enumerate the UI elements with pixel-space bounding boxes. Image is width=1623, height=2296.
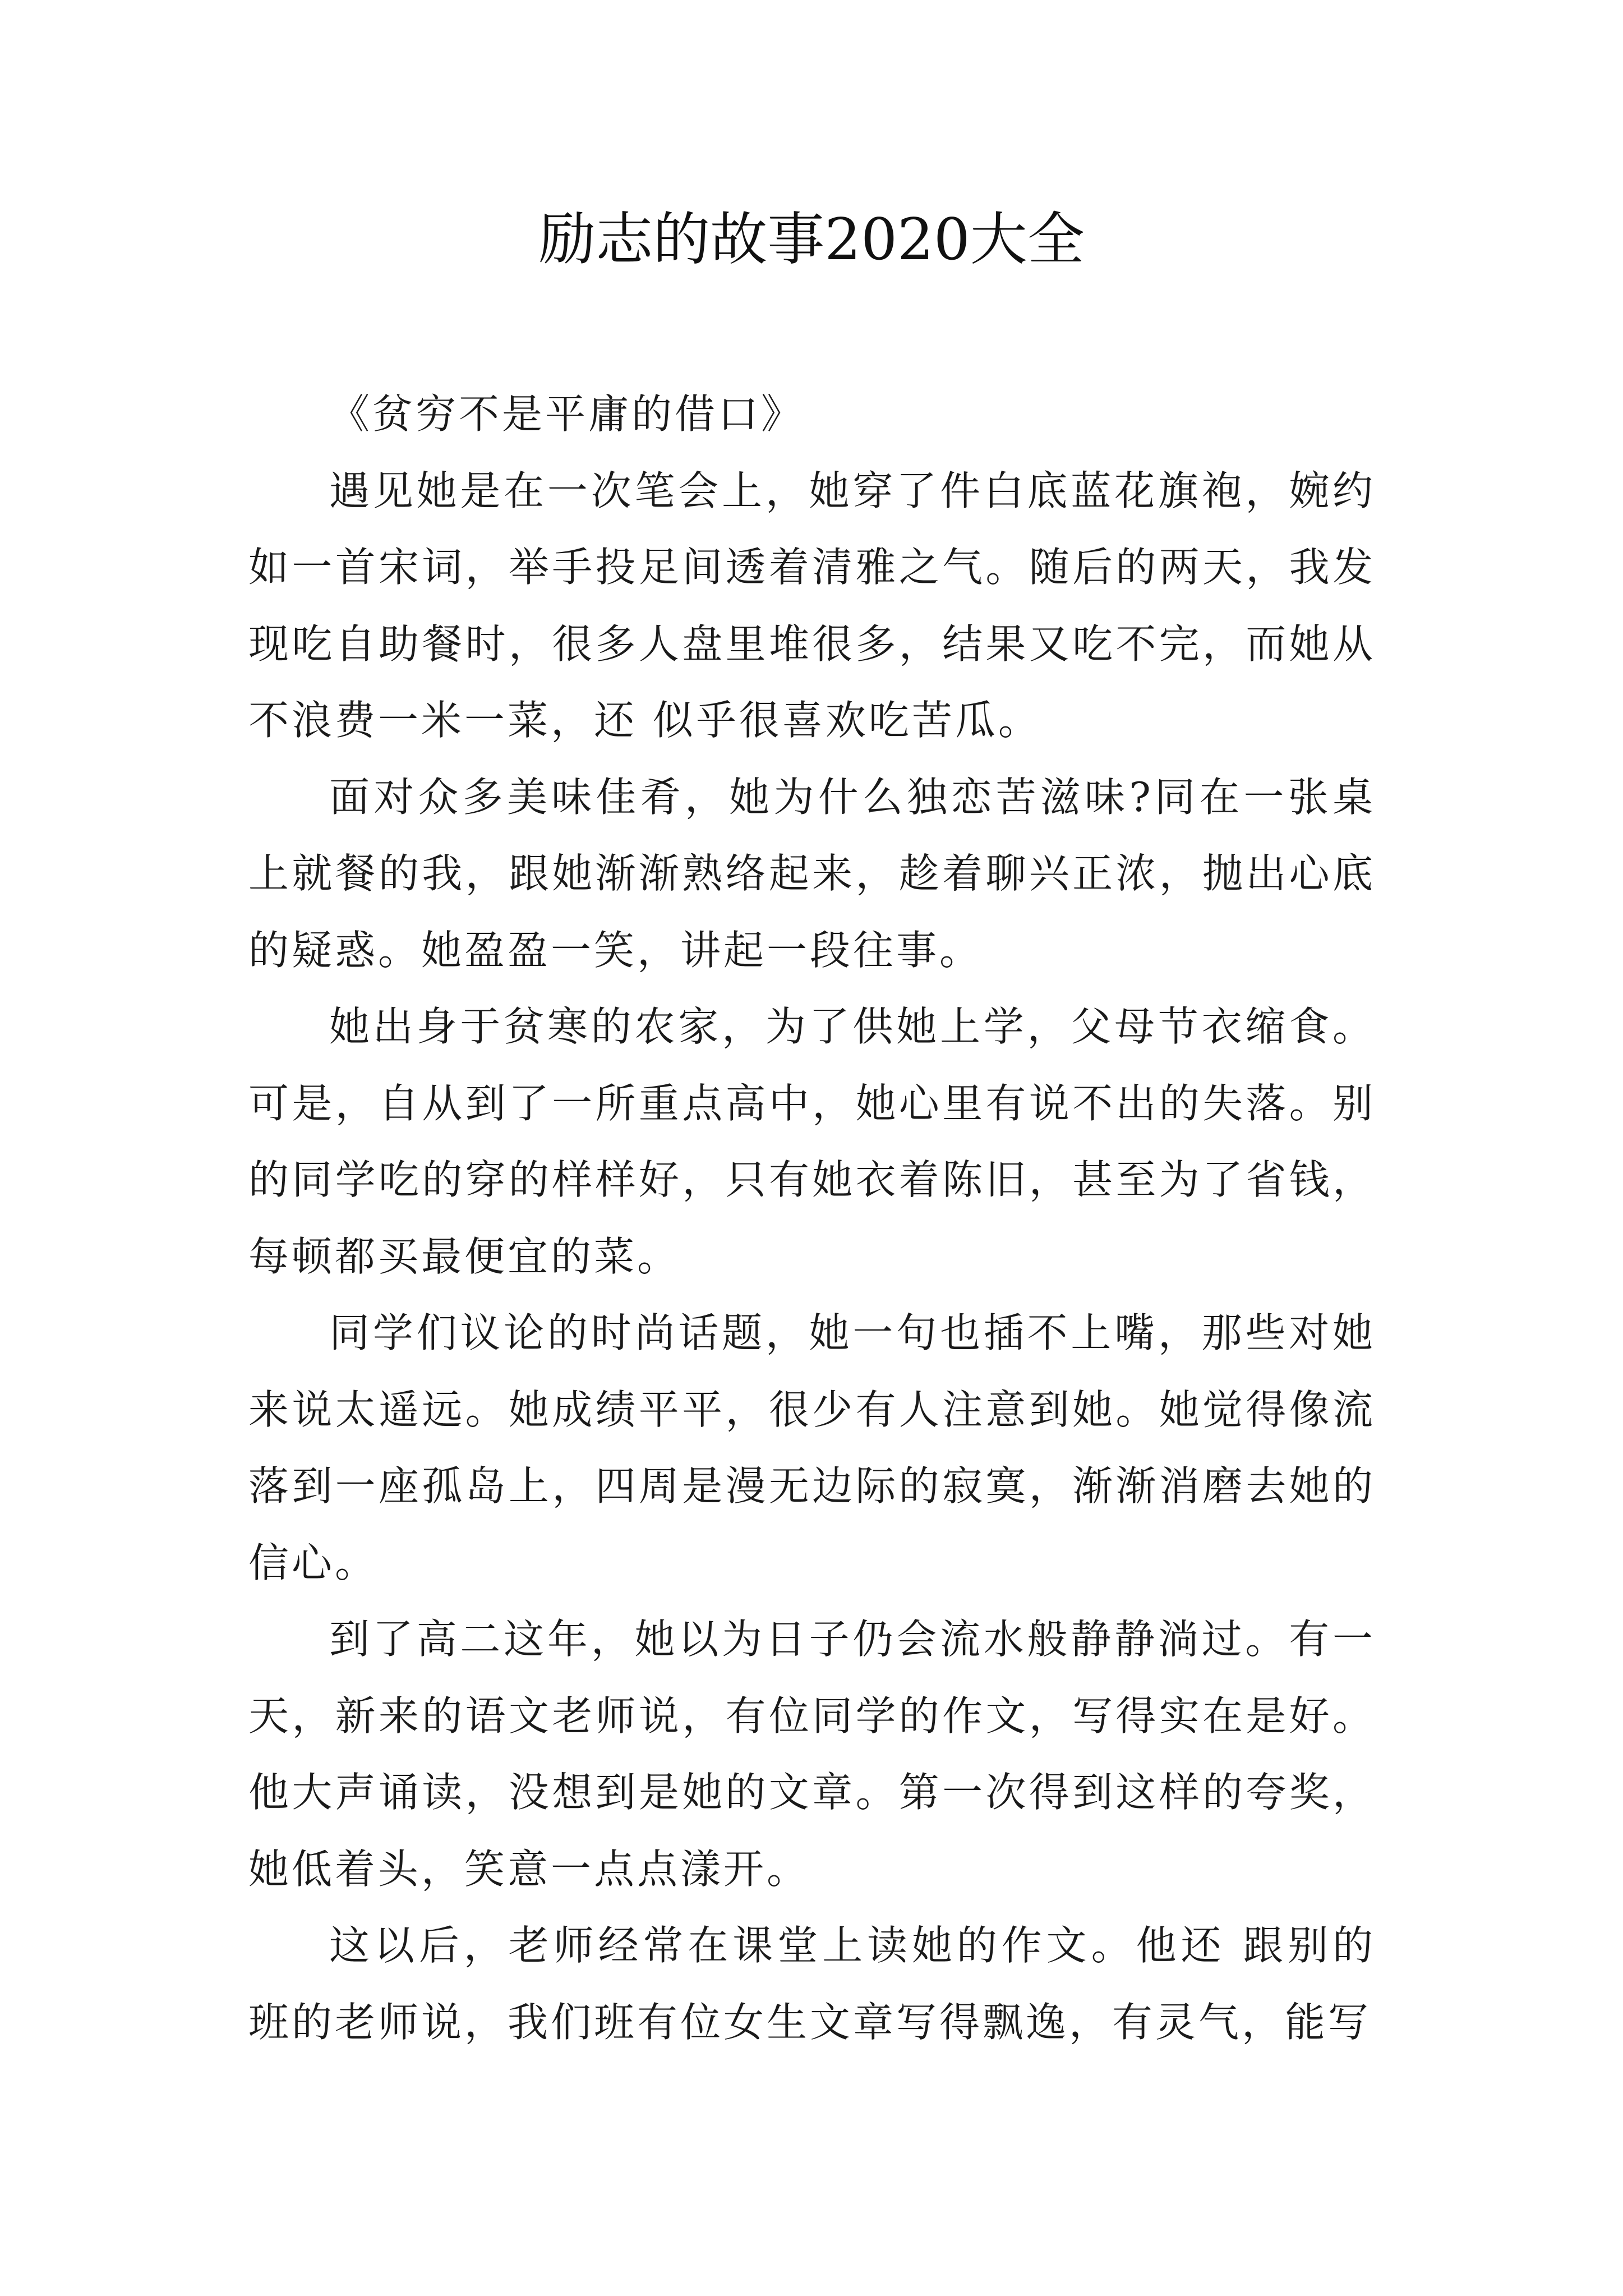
paragraph: 到了高二这年，她以为日子仍会流水般静静淌过。有一天，新来的语文老师说，有位同学的作文，写得实在是好。他大声诵读，没想到是她的文章。第一次得到这样的夸奖，她低着头，笑意一点点漾开。 — [248, 1616, 1376, 1893]
paragraph: 遇见她是在一次笔会上，她穿了件白底蓝花旗袍，婉约如一首宋词，举手投足间透着清雅之气。随后的两天，我发现吃自助餐时，很多人盘里堆很多，结果又吃不完，而她从不浪费一米一菜，还 似乎很喜欢吃苦瓜。 — [248, 467, 1376, 744]
paragraph: 她出身于贫寒的农家，为了供她上学，父母节衣缩食。可是，自从到了一所重点高中，她心里有说不出的失落。别的同学吃的穿的样样好，只有她衣着陈旧，甚至为了省钱，每顿都买最便宜的菜。 — [248, 1003, 1376, 1280]
paragraph: 这以后，老师经常在课堂上读她的作文。他还 跟别的班的老师说，我们班有位女生文章写得飘逸，有灵气，能写 — [248, 1922, 1376, 2046]
document-body — [248, 376, 1376, 2060]
paragraph-story-title: 《贫穷不是平庸的借口》 — [329, 390, 805, 438]
paragraph: 面对众多美味佳肴，她为什么独恋苦滋味?同在一张桌上就餐的我，跟她渐渐熟络起来，趁着聊兴正浓，抛出心底的疑惑。她盈盈一笑，讲起一段往事。 — [248, 773, 1376, 974]
paragraph: 同学们议论的时尚话题，她一句也插不上嘴，那些对她来说太遥远。她成绩平平，很少有人注意到她。她觉得像流落到一座孤岛上，四周是漫无边际的寂寞，渐渐消磨去她的信心。 — [248, 1309, 1376, 1586]
document-title: 励志的故事2020大全 — [538, 206, 1085, 273]
